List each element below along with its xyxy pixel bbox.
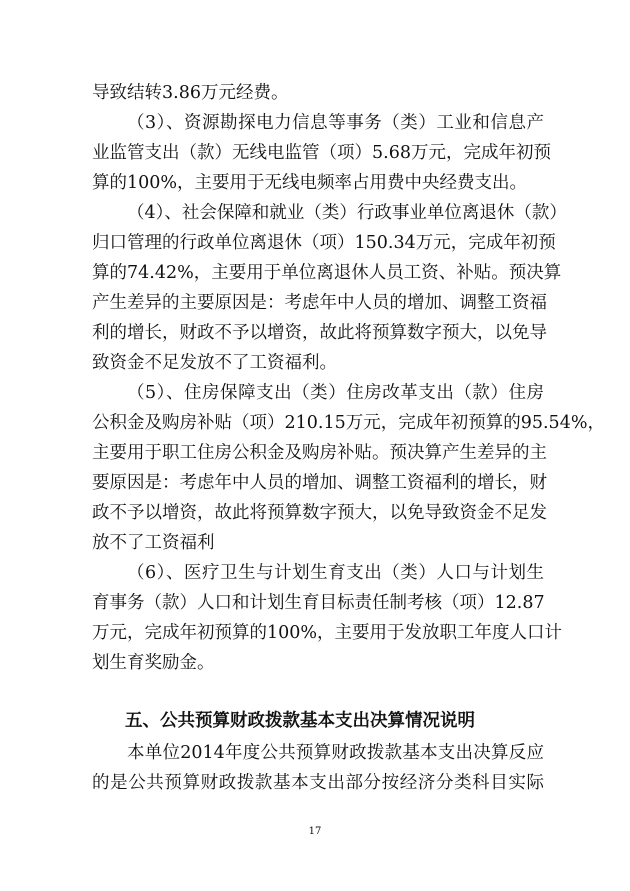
- paragraph-line: （4）、社会保障和就业（类）行政事业单位离退休（款）: [127, 203, 567, 223]
- paragraph-line: 产生差异的主要原因是：考虑年中人员的增加、调整工资福: [92, 293, 547, 313]
- paragraph-line: 归口管理的行政单位离退休（项）150.34万元，完成年初预: [92, 233, 556, 253]
- paragraph-line: 公积金及购房补贴（项）210.15万元，完成年初预算的95.54%，: [92, 413, 605, 433]
- paragraph-line: 致资金不足发放不了工资福利。: [92, 353, 337, 373]
- paragraph-line: 要原因是：考虑年中人员的增加、调整工资福利的增长，财: [92, 473, 547, 493]
- paragraph-line: 利的增长，财政不予以增资，故此将预算数字预大，以免导: [92, 323, 547, 343]
- paragraph-line: 业监管支出（款）无线电监管（项）5.68万元，完成年初预: [92, 143, 551, 163]
- paragraph-line: （6）、医疗卫生与计划生育支出（类）人口与计划生: [127, 563, 544, 583]
- page-number: 17: [308, 826, 322, 837]
- paragraph-line: 算的74.42%，主要用于单位离退休人员工资、补贴。预决算: [92, 263, 562, 283]
- paragraph-line: 放不了工资福利: [92, 533, 215, 553]
- paragraph-line: 育事务（款）人口和计划生育目标责任制考核（项）12.87: [92, 593, 545, 613]
- paragraph-line: （3）、资源勘探电力信息等事务（类）工业和信息产: [127, 113, 544, 133]
- paragraph-line: 导致结转3.86万元经费。: [92, 83, 289, 103]
- section-heading: 五、公共预算财政拨款基本支出决算情况说明: [125, 711, 475, 731]
- paragraph-line: 算的100%，主要用于无线电频率占用费中央经费支出。: [92, 173, 528, 193]
- paragraph-line: 政不予以增资，故此将预算数字预大，以免导致资金不足发: [92, 503, 547, 523]
- paragraph-line: （5）、住房保障支出（类）住房改革支出（款）住房: [127, 383, 544, 403]
- paragraph-line: 本单位2014年度公共预算财政拨款基本支出决算反应: [127, 743, 544, 763]
- paragraph-line: 的是公共预算财政拨款基本支出部分按经济分类科目实际: [92, 773, 544, 793]
- paragraph-line: 万元，完成年初预算的100%，主要用于发放职工年度人口计: [92, 623, 563, 643]
- paragraph-line: 主要用于职工住房公积金及购房补贴。预决算产生差异的主: [92, 443, 547, 463]
- paragraph-line: 划生育奖励金。: [92, 653, 215, 673]
